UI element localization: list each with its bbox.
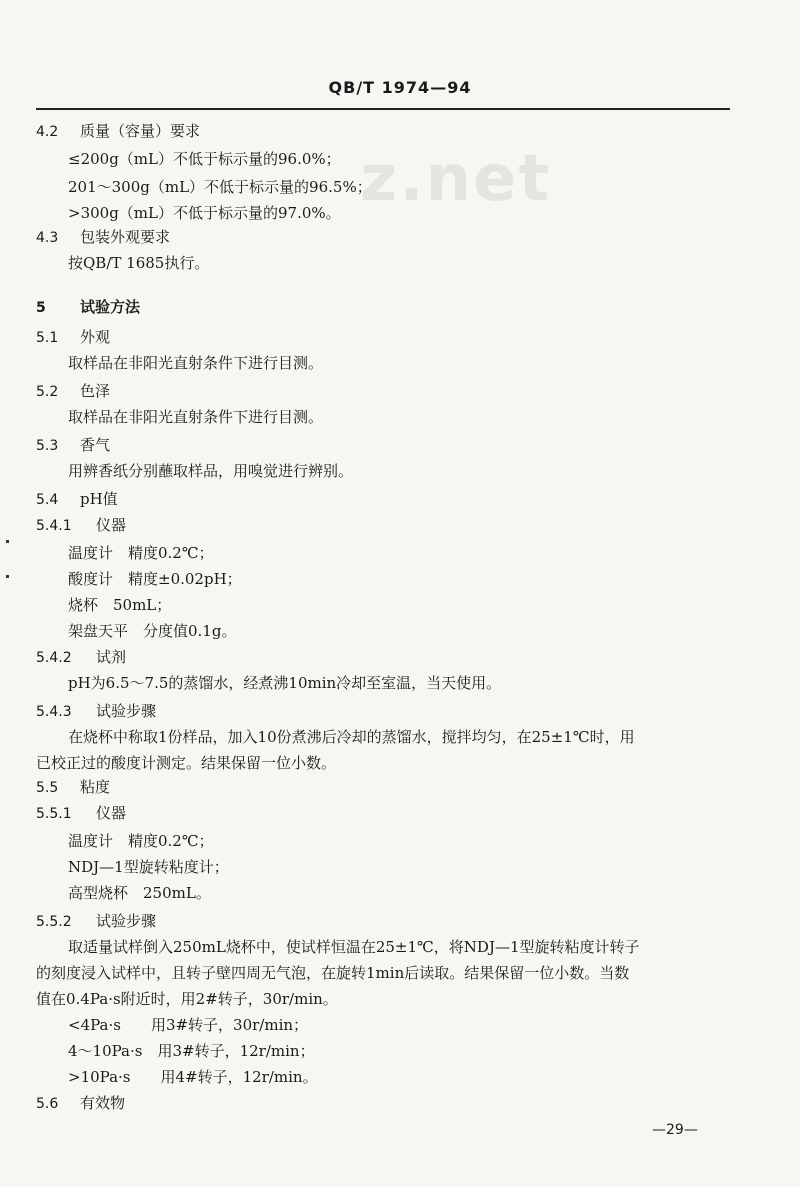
clause-title: 有效物 [80, 1094, 126, 1112]
clause-heading [36, 226, 170, 249]
body-text-line: 酸度计 精度±0.02pH； [68, 570, 242, 588]
body-text-line: 架盘天平 分度值0.1g。 [68, 622, 237, 640]
clause-number: 4.3 [36, 230, 59, 246]
body-text-line: 温度计 精度0.2℃； [68, 832, 214, 850]
clause-title: 试剂 [96, 648, 127, 666]
clause-number: 5.5.2 [36, 914, 72, 930]
clause-number: 5.6 [36, 1096, 59, 1112]
clause-title: 试验步骤 [96, 702, 157, 720]
clause-title: 色泽 [80, 382, 111, 400]
clause-number: 5 [36, 300, 46, 316]
header-rule [36, 108, 730, 110]
clause-title: 粘度 [80, 778, 111, 796]
clause-number: 5.4.3 [36, 704, 72, 720]
body-text-line: <4Pa·s 用3#转子，30r/min； [68, 1016, 309, 1034]
clause-title: 包装外观要求 [80, 228, 171, 246]
clause-title: 试验方法 [80, 298, 141, 316]
clause-heading [36, 1092, 125, 1115]
clause-heading [36, 380, 110, 403]
clause-heading [36, 700, 156, 723]
clause-heading [36, 910, 156, 933]
scan-mark [6, 540, 9, 543]
clause-heading [36, 776, 110, 799]
clause-number: 5.1 [36, 330, 59, 346]
paragraph-continuation: 的刻度浸入试样中，且转子壁四周无气泡，在旋转1min后读取。结果保留一位小数。当数 [36, 964, 630, 982]
body-text-line: NDJ—1型旋转粘度计； [68, 858, 229, 876]
clause-number: 5.4.2 [36, 650, 72, 666]
clause-number: 5.4.1 [36, 518, 72, 534]
body-text-line: 烧杯 50mL； [68, 596, 172, 614]
clause-title: 香气 [80, 436, 111, 454]
body-text-line: ≤200g（mL）不低于标示量的96.0%； [68, 150, 341, 168]
watermark: z.net [360, 142, 552, 216]
body-text-line: 取样品在非阳光直射条件下进行目测。 [68, 408, 324, 426]
page-number: —29— [652, 1122, 698, 1138]
clause-number: 5.3 [36, 438, 59, 454]
body-text-line: >10Pa·s 用4#转子，12r/min。 [68, 1068, 318, 1086]
body-text-line: 201～300g（mL）不低于标示量的96.5%； [68, 178, 372, 196]
clause-title: 外观 [80, 328, 111, 346]
clause-number: 5.4 [36, 492, 59, 508]
body-text-line: 取样品在非阳光直射条件下进行目测。 [68, 354, 324, 372]
body-text-line: 用辨香纸分别蘸取样品，用嗅觉进行辨别。 [68, 462, 354, 480]
clause-heading [36, 488, 118, 511]
body-text-line: >300g（mL）不低于标示量的97.0%。 [68, 204, 341, 222]
body-text-line: 在烧杯中称取1份样品，加入10份煮沸后冷却的蒸馏水，搅拌均匀，在25±1℃时，用 [68, 728, 635, 746]
paragraph-continuation: 值在0.4Pa·s附近时，用2#转子，30r/min。 [36, 990, 338, 1008]
body-text-line: 按QB/T 1685执行。 [68, 254, 210, 272]
clause-number: 4.2 [36, 124, 59, 140]
clause-heading [36, 514, 126, 537]
body-text-line: pH为6.5～7.5的蒸馏水，经煮沸10min冷却至室温，当天使用。 [68, 674, 502, 692]
section-heading [36, 296, 140, 319]
clause-heading [36, 434, 110, 457]
clause-title: pH值 [80, 490, 118, 508]
scan-mark [6, 575, 9, 578]
clause-title: 仪器 [96, 516, 127, 534]
clause-heading [36, 120, 200, 143]
clause-number: 5.5.1 [36, 806, 72, 822]
body-text-line: 温度计 精度0.2℃； [68, 544, 214, 562]
clause-number: 5.5 [36, 780, 59, 796]
clause-title: 质量（容量）要求 [80, 122, 201, 140]
clause-title: 仪器 [96, 804, 127, 822]
clause-heading [36, 326, 110, 349]
clause-heading [36, 646, 126, 669]
clause-number: 5.2 [36, 384, 59, 400]
body-text-line: 高型烧杯 250mL。 [68, 884, 211, 902]
clause-heading [36, 802, 126, 825]
body-text-line: 4～10Pa·s 用3#转子，12r/min； [68, 1042, 315, 1060]
standard-code-header: QB/T 1974—94 [328, 78, 472, 97]
clause-title: 试验步骤 [96, 912, 157, 930]
paragraph-continuation: 已校正过的酸度计测定。结果保留一位小数。 [36, 754, 337, 772]
body-text-line: 取适量试样倒入250mL烧杯中，使试样恒温在25±1℃，将NDJ—1型旋转粘度计转子 [68, 938, 640, 956]
